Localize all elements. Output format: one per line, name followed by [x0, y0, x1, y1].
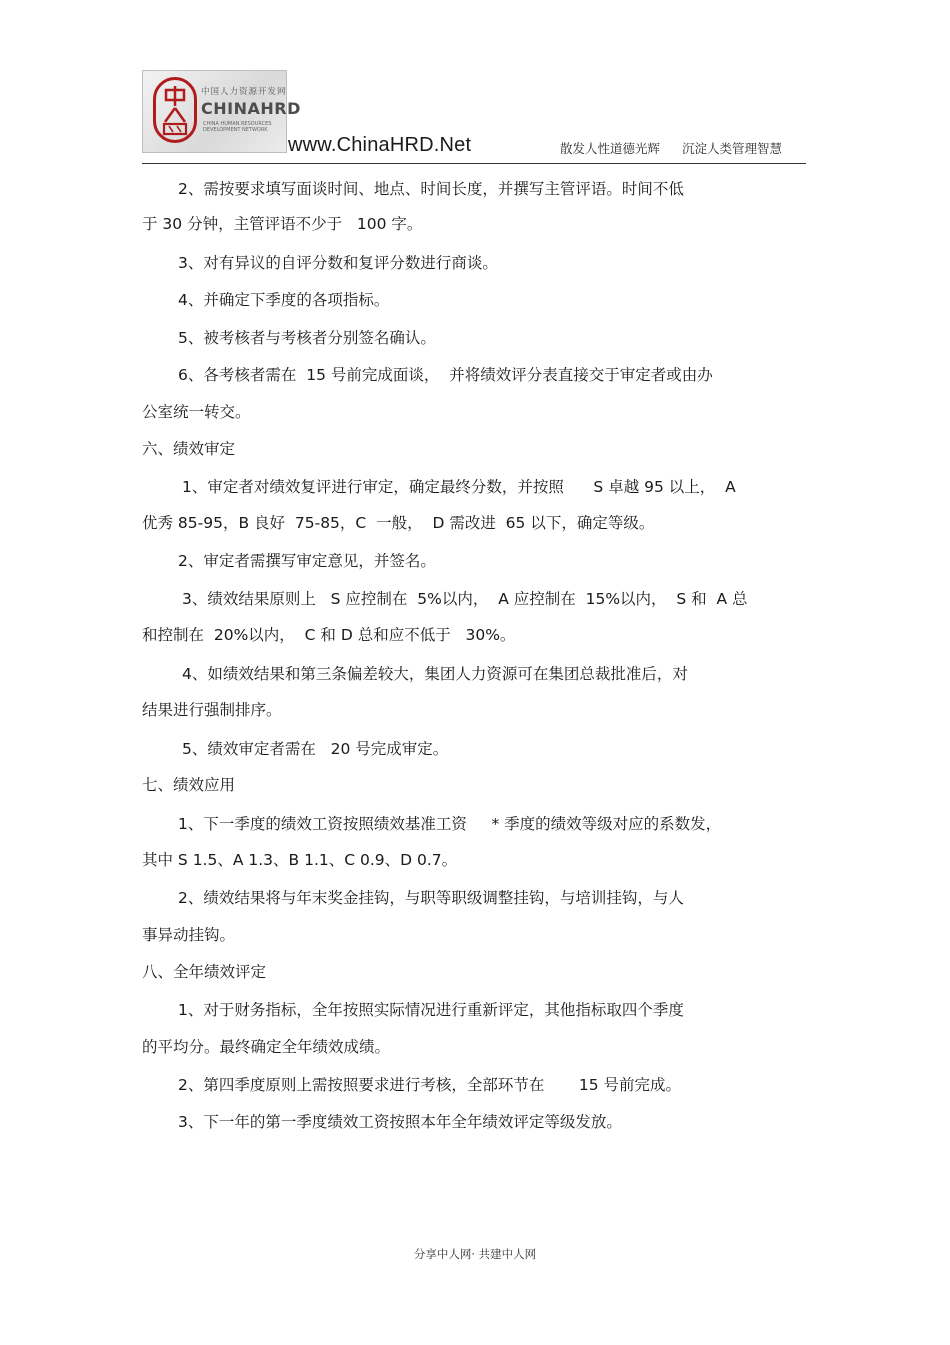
text-line: 5、被考核者与考核者分别签名确认。	[178, 329, 436, 347]
text-line: 优秀 85-95，B 良好 75-85，C 一般， D 需改进 65 以下，确定等级。	[142, 514, 655, 532]
section-heading: 八、全年绩效评定	[142, 963, 267, 981]
section-heading: 六、绩效审定	[142, 440, 236, 458]
text-line: 4、如绩效结果和第三条偏差较大，集团人力资源可在集团总裁批准后，对	[182, 665, 688, 683]
text-line: 的平均分。最终确定全年绩效成绩。	[142, 1038, 391, 1056]
text-line: 3、对有异议的自评分数和复评分数进行商谈。	[178, 254, 498, 272]
logo-en-text: CHINAHRD	[201, 99, 301, 118]
logo-sub-text: CHINA HUMAN RESOURCES DEVELOPMENT NETWORK	[203, 121, 272, 133]
text-line: 2、需按要求填写面谈时间、地点、时间长度，并撰写主管评语。时间不低	[178, 180, 684, 198]
text-line: 1、审定者对绩效复评进行审定，确定最终分数，并按照 S 卓越 95 以上， A	[182, 478, 736, 496]
text-line: 2、第四季度原则上需按照要求进行考核，全部环节在 15 号前完成。	[178, 1076, 682, 1094]
text-line: 3、下一年的第一季度绩效工资按照本年全年绩效评定等级发放。	[178, 1113, 622, 1131]
chinahrd-logo	[142, 70, 301, 153]
slogan-2: 沉淀人类管理智慧	[682, 141, 783, 156]
text-line: 事异动挂钩。	[142, 926, 236, 944]
text-line: 其中 S 1.5、A 1.3、B 1.1、C 0.9、D 0.7。	[142, 851, 458, 869]
text-line: 3、绩效结果原则上 S 应控制在 5%以内， A 应控制在 15%以内， S 和 A 总	[182, 590, 748, 608]
seal-glyph-icon	[160, 86, 190, 136]
text-line: 4、并确定下季度的各项指标。	[178, 291, 390, 309]
text-line: 1、下一季度的绩效工资按照绩效基准工资 * 季度的绩效等级对应的系数发，	[178, 815, 722, 833]
text-line: 和控制在 20%以内， C 和 D 总和应不低于 30%。	[142, 626, 516, 644]
logo-cn-text: 中国人力资源开发网	[201, 87, 287, 97]
header-divider	[142, 163, 806, 164]
seal-icon	[153, 77, 197, 143]
site-url: www.ChinaHRD.Net	[288, 134, 472, 156]
slogan-1: 散发人性道德光辉	[560, 141, 661, 156]
text-line: 5、绩效审定者需在 20 号完成审定。	[182, 740, 449, 758]
text-line: 结果进行强制排序。	[142, 701, 282, 719]
text-line: 公室统一转交。	[142, 403, 251, 421]
text-line: 于 30 分钟，主管评语不少于 100 字。	[142, 215, 423, 233]
page-footer: 分享中人网· 共建中人网	[413, 1247, 537, 1261]
text-line: 1、对于财务指标，全年按照实际情况进行重新评定，其他指标取四个季度	[178, 1001, 684, 1019]
text-line: 2、绩效结果将与年末奖金挂钩，与职等职级调整挂钩，与培训挂钩，与人	[178, 889, 684, 907]
text-line: 6、各考核者需在 15 号前完成面谈， 并将绩效评分表直接交于审定者或由办	[178, 366, 713, 384]
text-line: 2、审定者需撰写审定意见，并签名。	[178, 552, 436, 570]
section-heading: 七、绩效应用	[142, 776, 236, 794]
